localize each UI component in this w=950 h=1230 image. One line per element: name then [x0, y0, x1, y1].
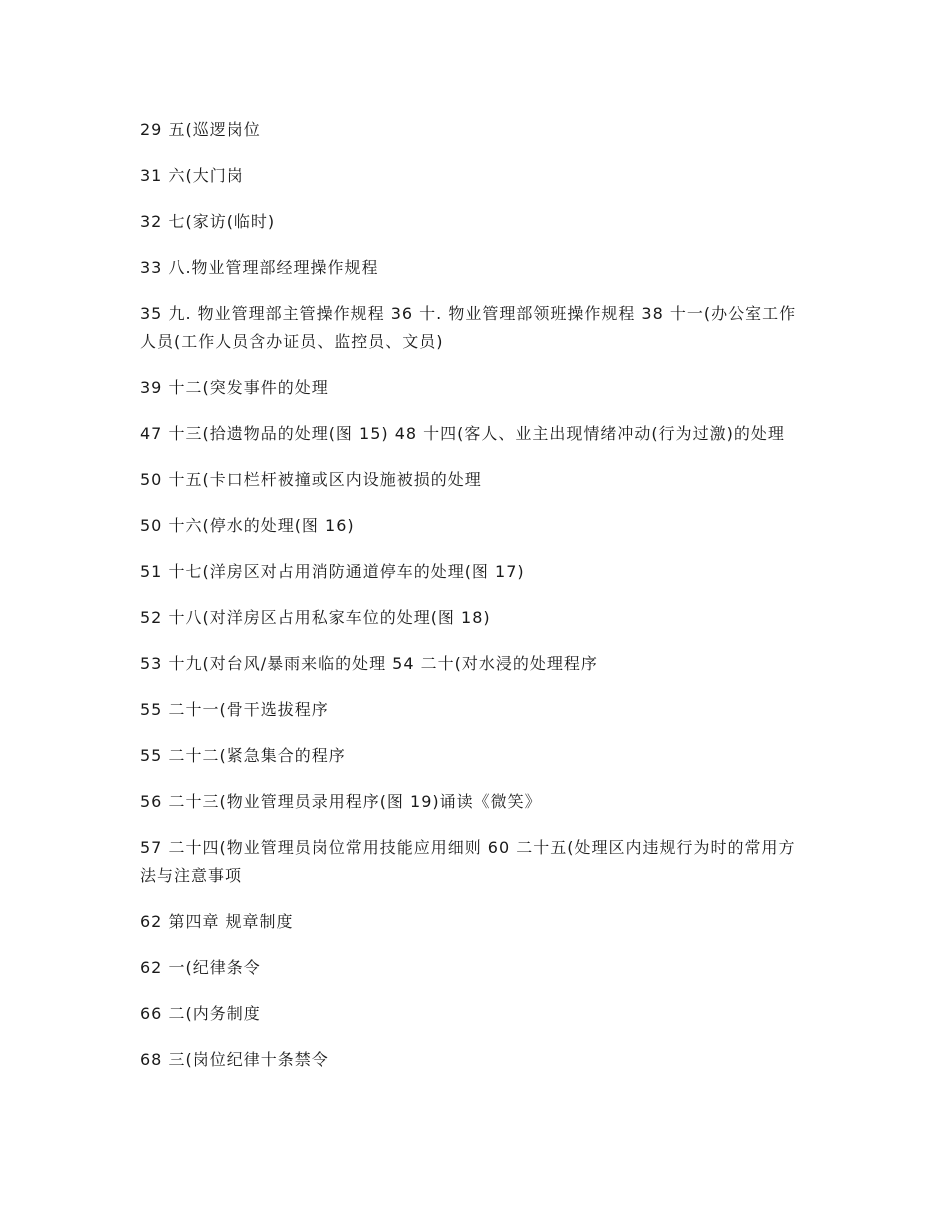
toc-entry: 31 六(大门岗 [140, 166, 244, 185]
toc-entry: 66 二(内务制度 [140, 1004, 261, 1023]
toc-entry: 56 二十三(物业管理员录用程序(图 19)诵读《微笑》 [140, 792, 542, 811]
toc-entry: 62 第四章 规章制度 [140, 912, 294, 931]
toc-entry: 62 一(纪律条令 [140, 958, 261, 977]
toc-entry: 55 二十一(骨干选拔程序 [140, 700, 329, 719]
toc-entry: 50 十六(停水的处理(图 16) [140, 516, 355, 535]
toc-entry: 53 十九(对台风/暴雨来临的处理 54 二十(对水浸的处理程序 [140, 654, 598, 673]
table-of-contents [140, 116, 805, 1092]
toc-entry: 52 十八(对洋房区占用私家车位的处理(图 18) [140, 608, 491, 627]
toc-entry: 68 三(岗位纪律十条禁令 [140, 1050, 329, 1069]
toc-entry: 51 十七(洋房区对占用消防通道停车的处理(图 17) [140, 562, 525, 581]
toc-entry: 39 十二(突发事件的处理 [140, 378, 329, 397]
toc-entry: 57 二十四(物业管理员岗位常用技能应用细则 60 二十五(处理区内违规行为时的常用方法与注意事项 [140, 838, 796, 885]
toc-entry: 35 九. 物业管理部主管操作规程 36 十. 物业管理部领班操作规程 38 十一(办公室工作人员(工作人员含办证员、监控员、文员) [140, 304, 797, 351]
toc-entry: 29 五(巡逻岗位 [140, 120, 261, 139]
toc-entry: 50 十五(卡口栏杆被撞或区内设施被损的处理 [140, 470, 482, 489]
toc-entry: 55 二十二(紧急集合的程序 [140, 746, 346, 765]
toc-entry: 33 八.物业管理部经理操作规程 [140, 258, 379, 277]
toc-entry: 47 十三(拾遗物品的处理(图 15) 48 十四(客人、业主出现情绪冲动(行为过激)的处理 [140, 424, 785, 443]
toc-entry: 32 七(家访(临时) [140, 212, 276, 231]
